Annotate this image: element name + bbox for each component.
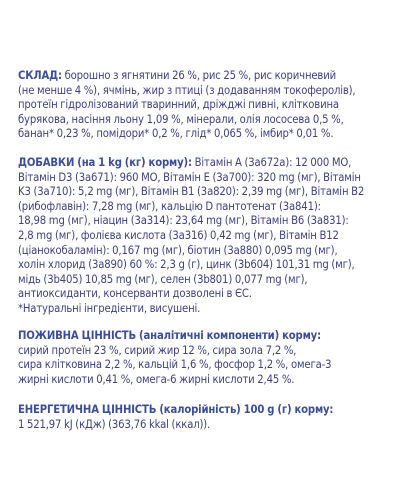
additives-line-10: антиоксиданти, консерванти дозволені в ЄС.	[18, 287, 252, 301]
additives-section	[18, 156, 390, 317]
energy-heading: ЕНЕРГЕТИЧНА ЦІННІСТЬ (калорійність) 100 g (г) корму:	[18, 403, 334, 416]
additives-line-8: холін хлорид (3a890) 60 %: 2,3 g (г), цинк (3b604) 101,31 mg (мг),	[18, 258, 355, 272]
additives-line-3: K3 (3a710): 5,2 mg (мг), Вітамін B1 (3a820): 2,39 mg (мг), Вітамін B2	[18, 185, 365, 199]
composition-line-3: протеїн гідролізований тваринний, дріжджі пивні, клітковина	[18, 98, 339, 112]
nutrition-section	[18, 329, 390, 387]
additives-line-4: (рибофлавін): 7,28 mg (мг), кальцію D пантотенат (3a841):	[18, 199, 321, 213]
additives-line-5: 18,98 mg (мг), ніацин (3a314): 23,64 mg (мг), Вітамін B6 (3a831):	[18, 214, 349, 228]
nutrition-line-2: сира клітковина 2,2 %, кальцій 1,6 %, фосфор 1,2 %, омега-3	[18, 358, 332, 372]
natural-ingredients-note: *Натуральні інгредієнти, висушені.	[18, 301, 201, 315]
composition-line-2: (не менше 4 %), ячмінь, жир з птиці (з додаванням токоферолів),	[18, 83, 356, 97]
energy-section	[18, 403, 390, 432]
energy-value: 1 521,97 kJ (кДж) (363,76 kkal (ккал)).	[18, 417, 211, 431]
additives-line-1	[18, 156, 390, 171]
additives-heading: ДОБАВКИ (на 1 kg (кг) корму):	[18, 156, 192, 169]
additives-text-1: Вітамін A (3a672a): 12 000 МО,	[191, 156, 352, 169]
additives-line-9: мідь (3b405) 10,85 mg (мг), селен (3b801) 0,077 mg (мг),	[18, 272, 308, 286]
additives-line-6: 2,8 mg (мг), фолієва кислота (3a316) 0,42 mg (мг), Вітамін B12	[18, 228, 339, 242]
nutrition-heading: ПОЖИВНА ЦІННІСТЬ (аналітичні компоненти) корму:	[18, 329, 321, 342]
composition-line-4: бурякова, насіння льону 1,09 %, мінерали, олія лососева 0,5 %,	[18, 112, 344, 126]
composition-text-1: борошно з ягнятини 26 %, рис 25 %, рис коричневий	[61, 69, 336, 82]
nutrition-line-3: жирні кислоти 0,41 %, омега-6 жирні кислоти 2,45 %.	[18, 372, 295, 386]
additives-line-2: Вітамін D3 (3a671): 960 МО, Вітамін E (3a700): 320 mg (мг), Вітамін	[18, 170, 361, 184]
composition-heading: СКЛАД:	[18, 69, 62, 82]
composition-line-5: банан* 0,23 %, помідори* 0,2 %, глід* 0,065 %, імбир* 0,01 %.	[18, 127, 334, 141]
composition-line-1	[18, 69, 390, 84]
additives-line-7: (ціанокобаламін): 0,167 mg (мг), біотин (3a880) 0,095 mg (мг),	[18, 243, 338, 257]
composition-section	[18, 69, 390, 142]
nutrition-line-1: сирий протеїн 23 %, сирий жир 12 %, сира зола 7,2 %,	[18, 343, 297, 357]
